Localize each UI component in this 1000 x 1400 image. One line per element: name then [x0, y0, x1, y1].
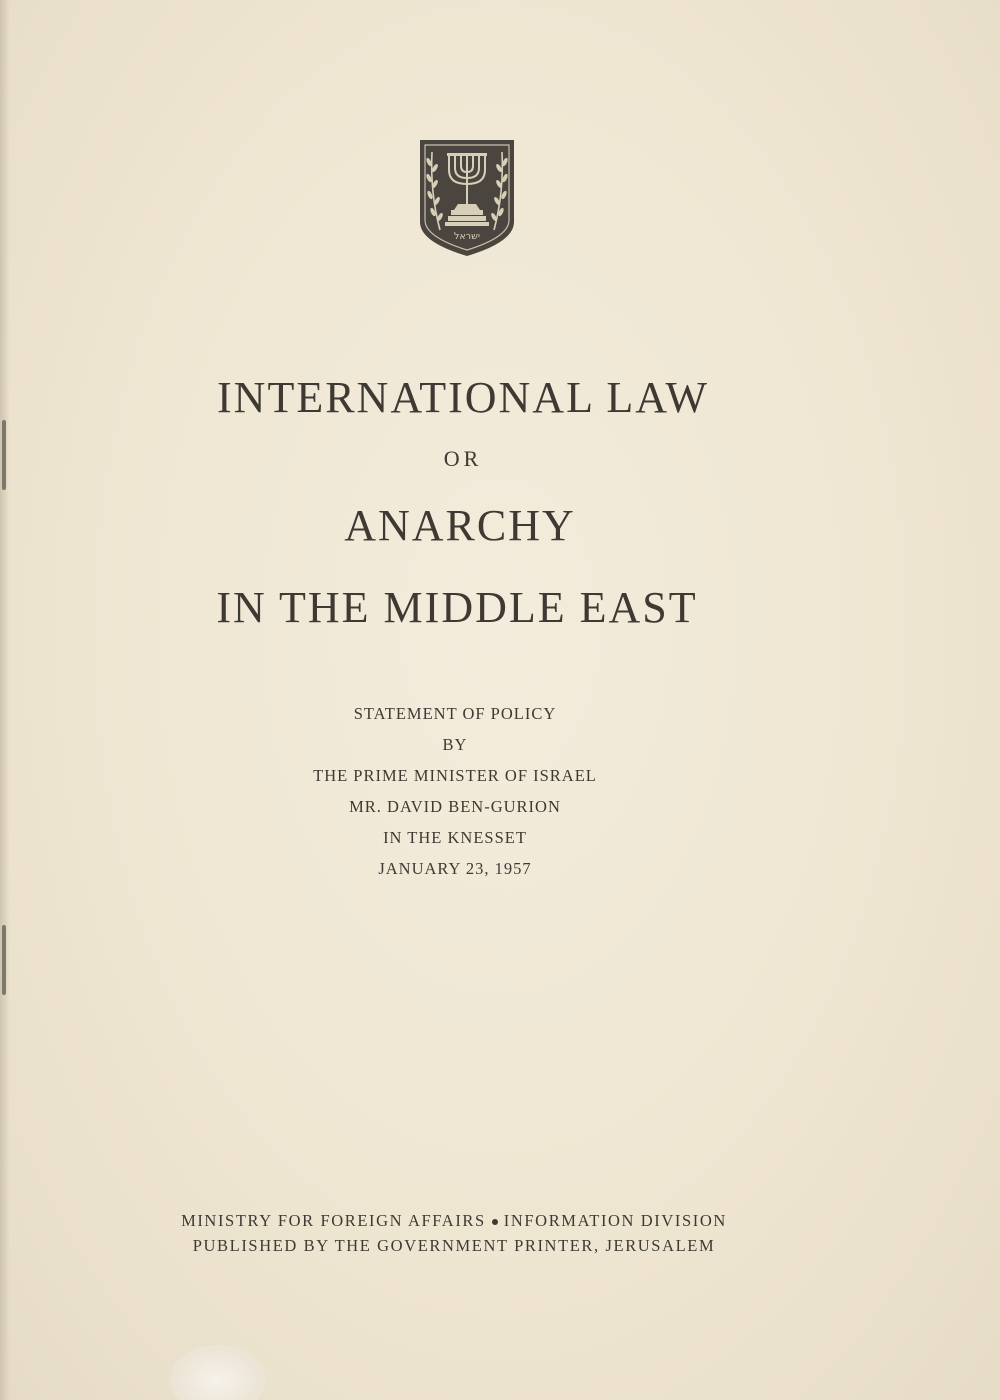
title-line-or: OR	[443, 446, 483, 471]
subtitle-statement: STATEMENT OF POLICY	[353, 704, 557, 723]
subtitle-date: JANUARY 23, 1957	[378, 859, 532, 878]
subtitle-by: BY	[442, 735, 468, 754]
subtitle-office: THE PRIME MINISTER OF ISRAEL	[313, 766, 597, 785]
footer-publisher: PUBLISHED BY THE GOVERNMENT PRINTER, JERUSALEM	[192, 1236, 716, 1255]
subtitle-venue: IN THE KNESSET	[383, 828, 527, 847]
paper-stain	[170, 1345, 265, 1400]
footer-ministry: MINISTRY FOR FOREIGN AFFAIRS	[181, 1211, 486, 1230]
title-line-international-law: INTERNATIONAL LAW	[217, 373, 709, 422]
title-line-middle-east: IN THE MIDDLE EAST	[216, 583, 698, 632]
footer-division: INFORMATION DIVISION	[503, 1211, 727, 1230]
subtitle-author: MR. DAVID BEN-GURION	[349, 797, 561, 816]
title-line-anarchy: ANARCHY	[344, 501, 576, 550]
binding-edge-shadow	[0, 0, 10, 1400]
footer-ministry-line	[0, 1211, 954, 1231]
menorah-emblem-icon	[418, 138, 516, 258]
bullet-icon	[492, 1219, 498, 1225]
emblem-inscription: ישראל	[454, 231, 480, 242]
staple-bottom	[2, 925, 6, 995]
